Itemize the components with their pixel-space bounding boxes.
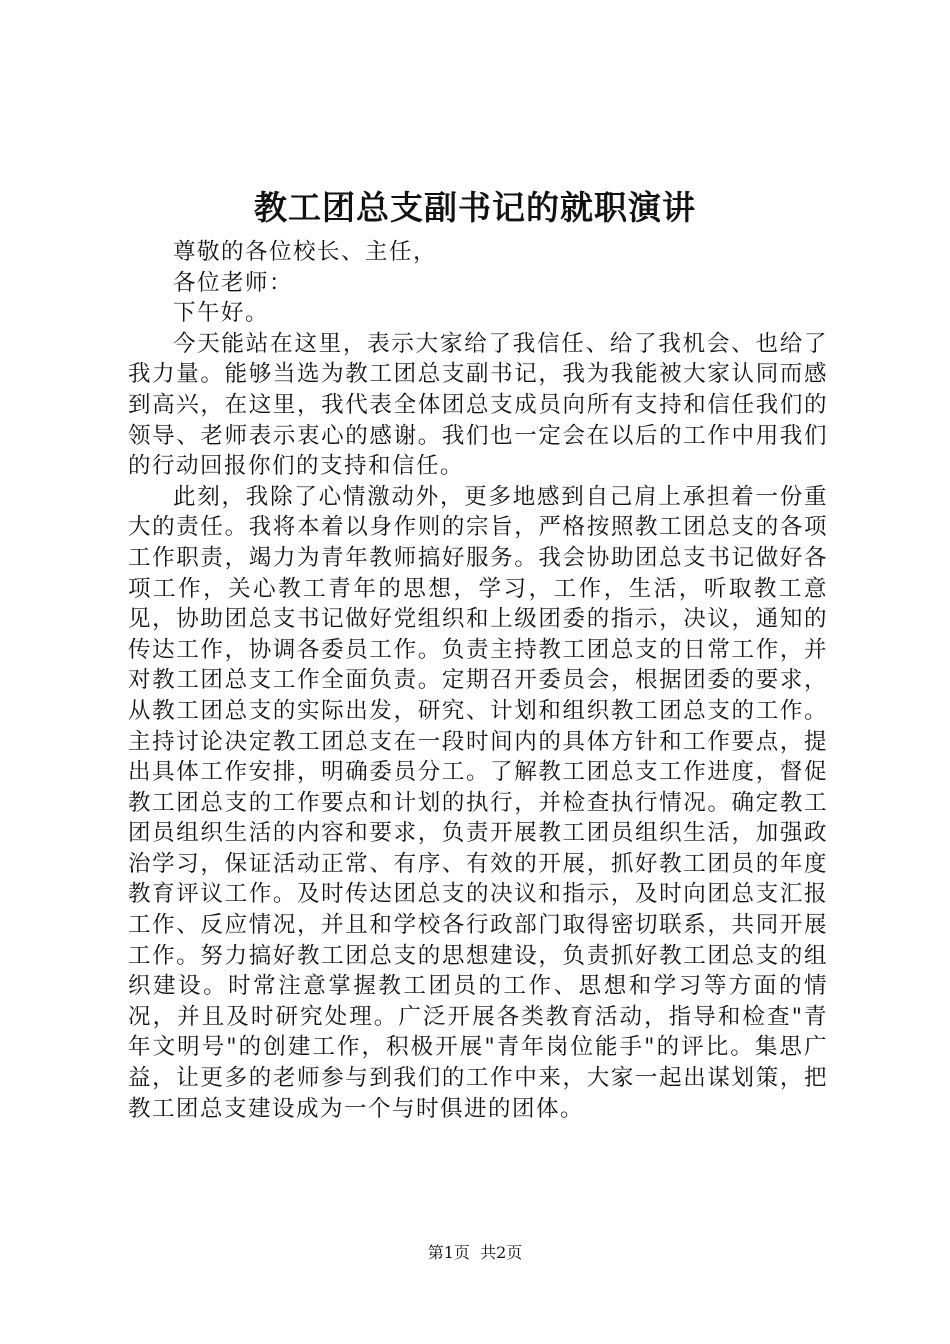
body-paragraph: 今天能站在这里，表示大家给了我信任、给了我机会、也给了我力量。能够当选为教工团总支副书记，我为我能被大家认同而感到高兴，在这里，我代表全体团总支成员向所有支持和信任我们的领导、老师表示衷心的感谢。我们也一定会在以后的工作中用我们的行动回报你们的支持和信任。: [128, 330, 828, 480]
page-number-footer: 第1页 共2页: [427, 1243, 523, 1262]
document-title: 教工团总支副书记的就职演讲: [254, 188, 696, 227]
greeting-line: 尊敬的各位校长、主任，: [173, 239, 438, 265]
greeting-line: 各位老师：: [173, 269, 294, 296]
greeting-line: 下午好。: [173, 300, 270, 327]
document-body: [128, 237, 828, 1124]
body-paragraph: 此刻，我除了心情激动外，更多地感到自己肩上承担着一份重大的责任。我将本着以身作则的宗旨，严格按照教工团总支的各项工作职责，竭力为青年教师搞好服务。我会协助团总支书记做好各项工作，关心教工青年的思想，学习，工作，生活，听取教工意见，协助团总支书记做好党组织和上级团委的指示，决议，通知的传达工作，协调各委员工作。负责主持教工团总支的日常工作，并对教工团总支工作全面负责。定期召开委员会，根据团委的要求，从教工团总支的实际出发，研究、计划和组织教工团总支的工作。主持讨论决定教工团总支在一段时间内的具体方针和工作要点，提出具体工作安排，明确委员分工。了解教工团总支工作进度，督促教工团总支的工作要点和计划的执行，并检查执行情况。确定教工团员组织生活的内容和要求，负责开展教工团员组织生活，加强政治学习，保证活动正常、有序、有效的开展，抓好教工团员的年度教育评议工作。及时传达团总支的决议和指示，及时向团总支汇报工作、反应情况，并且和学校各行政部门取得密切联系，共同开展工作。努力搞好教工团总支的思想建设，负责抓好教工团总支的组织建设。时常注意掌握教工团员的工作、思想和学习等方面的情况，并且及时研究处理。广泛开展各类教育活动，指导和检查"青年文明号"的创建工作，积极开展"青年岗位能手"的评比。集思广益，让更多的老师参与到我们的工作中来，大家一起出谋划策，把教工团总支建设成为一个与时俱进的团体。: [128, 483, 828, 1122]
